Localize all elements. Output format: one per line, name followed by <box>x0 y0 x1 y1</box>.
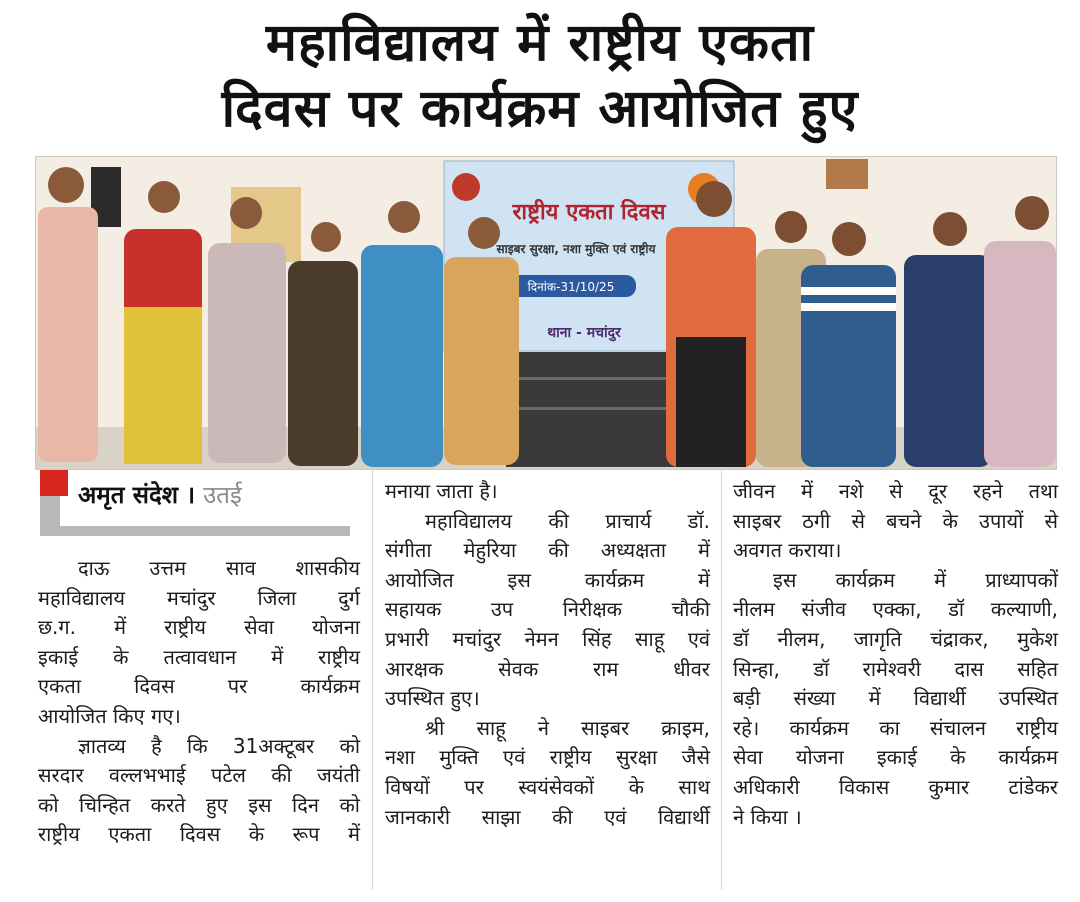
headline-line-2: दिवस पर कार्यक्रम आयोजित हुए <box>221 79 859 139</box>
text-line: इकाई के तत्वावधान में राष्ट्रीय <box>38 644 360 669</box>
byline-separator: । <box>186 481 196 509</box>
text-line: इस कार्यक्रम में प्राध्यापकों <box>773 567 1058 592</box>
text-line: ने किया । <box>733 804 802 829</box>
person-1 <box>38 167 98 462</box>
text-line: सेवा योजना इकाई के कार्यक्रम <box>733 745 1058 770</box>
text-line: एकता दिवस पर कार्यक्रम <box>38 674 360 699</box>
text-line: रहे। कार्यक्रम का संचालन राष्ट्रीय <box>733 715 1058 740</box>
group-photo-illustration <box>36 157 1056 469</box>
text-line: सहायक उप निरीक्षक चौकी <box>385 597 710 622</box>
column-divider <box>721 470 722 890</box>
byline <box>78 478 242 512</box>
text-line: डॉ नीलम, जागृति चंद्राकर, मुकेश <box>733 626 1058 651</box>
text-line: साइबर ठगी से बचने के उपायों से <box>733 508 1058 533</box>
column-divider <box>372 470 373 890</box>
text-line: बड़ी संख्या में विद्यार्थी उपस्थित <box>733 686 1058 711</box>
article-column-1 <box>38 554 360 850</box>
article-column-2 <box>385 477 710 832</box>
newspaper-name: अमृत संदेश <box>78 481 179 509</box>
banner-title: राष्ट्रीय एकता दिवस <box>512 200 666 225</box>
text-line: राष्ट्रीय एकता दिवस के रूप में <box>38 822 360 847</box>
text-line: सरदार वल्लभभाई पटेल की जयंती <box>38 763 360 788</box>
byline-red-marker <box>40 470 68 496</box>
byline-underline <box>60 526 350 536</box>
text-line: महाविद्यालय मचांदुर जिला दुर्ग <box>38 585 360 610</box>
headline-line-1: महाविद्यालय में राष्ट्रीय एकता <box>265 13 815 73</box>
text-line: महाविद्यालय की प्राचार्य डॉ. <box>425 508 710 533</box>
text-line: मनाया जाता है। <box>385 479 498 503</box>
text-line: छ.ग. में राष्ट्रीय सेवा योजना <box>38 615 360 640</box>
text-line: दाऊ उत्तम साव शासकीय <box>78 556 360 580</box>
text-line: सिन्हा, डॉ रामेश्वरी दास सहित <box>733 656 1058 681</box>
text-line: को चिन्हित करते हुए इस दिन को <box>38 792 360 817</box>
text-line: संगीता मेहुरिया की अध्यक्षता में <box>385 538 710 563</box>
banner-subtitle: साइबर सुरक्षा, नशा मुक्ति एवं राष्ट्रीय <box>496 242 656 256</box>
byline-gray-marker <box>40 496 60 536</box>
text-line: जानकारी साझा की एवं विद्यार्थी <box>385 804 710 829</box>
text-line: जीवन में नशे से दूर रहने तथा <box>733 479 1058 503</box>
text-line: उपस्थित हुए। <box>385 686 480 711</box>
text-line: ज्ञातव्य है कि 31अक्टूबर को <box>78 733 360 758</box>
text-line: आयोजित किए गए। <box>38 703 181 728</box>
text-line: आरक्षक सेवक राम धीवर <box>385 656 710 681</box>
text-line: प्रभारी मचांदुर नेमन सिंह साहू एवं <box>385 626 710 651</box>
text-line: नीलम संजीव एक्का, डॉ कल्याणी, <box>733 597 1058 622</box>
news-photo <box>35 156 1057 470</box>
text-line: श्री साहू ने साइबर क्राइम, <box>425 715 710 740</box>
banner-footer: थाना - मचांदुर <box>547 325 621 341</box>
text-line: अवगत कराया। <box>733 538 842 563</box>
dateline-place: उतई <box>203 481 242 509</box>
text-line: आयोजित इस कार्यक्रम में <box>385 567 710 592</box>
text-line: विषयों पर स्वयंसेवकों के साथ <box>385 774 710 799</box>
banner-date: दिनांक-31/10/25 <box>527 280 615 294</box>
article-column-3 <box>733 477 1058 832</box>
text-line: नशा मुक्ति एवं राष्ट्रीय सुरक्षा जैसे <box>385 745 710 770</box>
text-line: अधिकारी विकास कुमार टांडेकर <box>733 774 1058 799</box>
